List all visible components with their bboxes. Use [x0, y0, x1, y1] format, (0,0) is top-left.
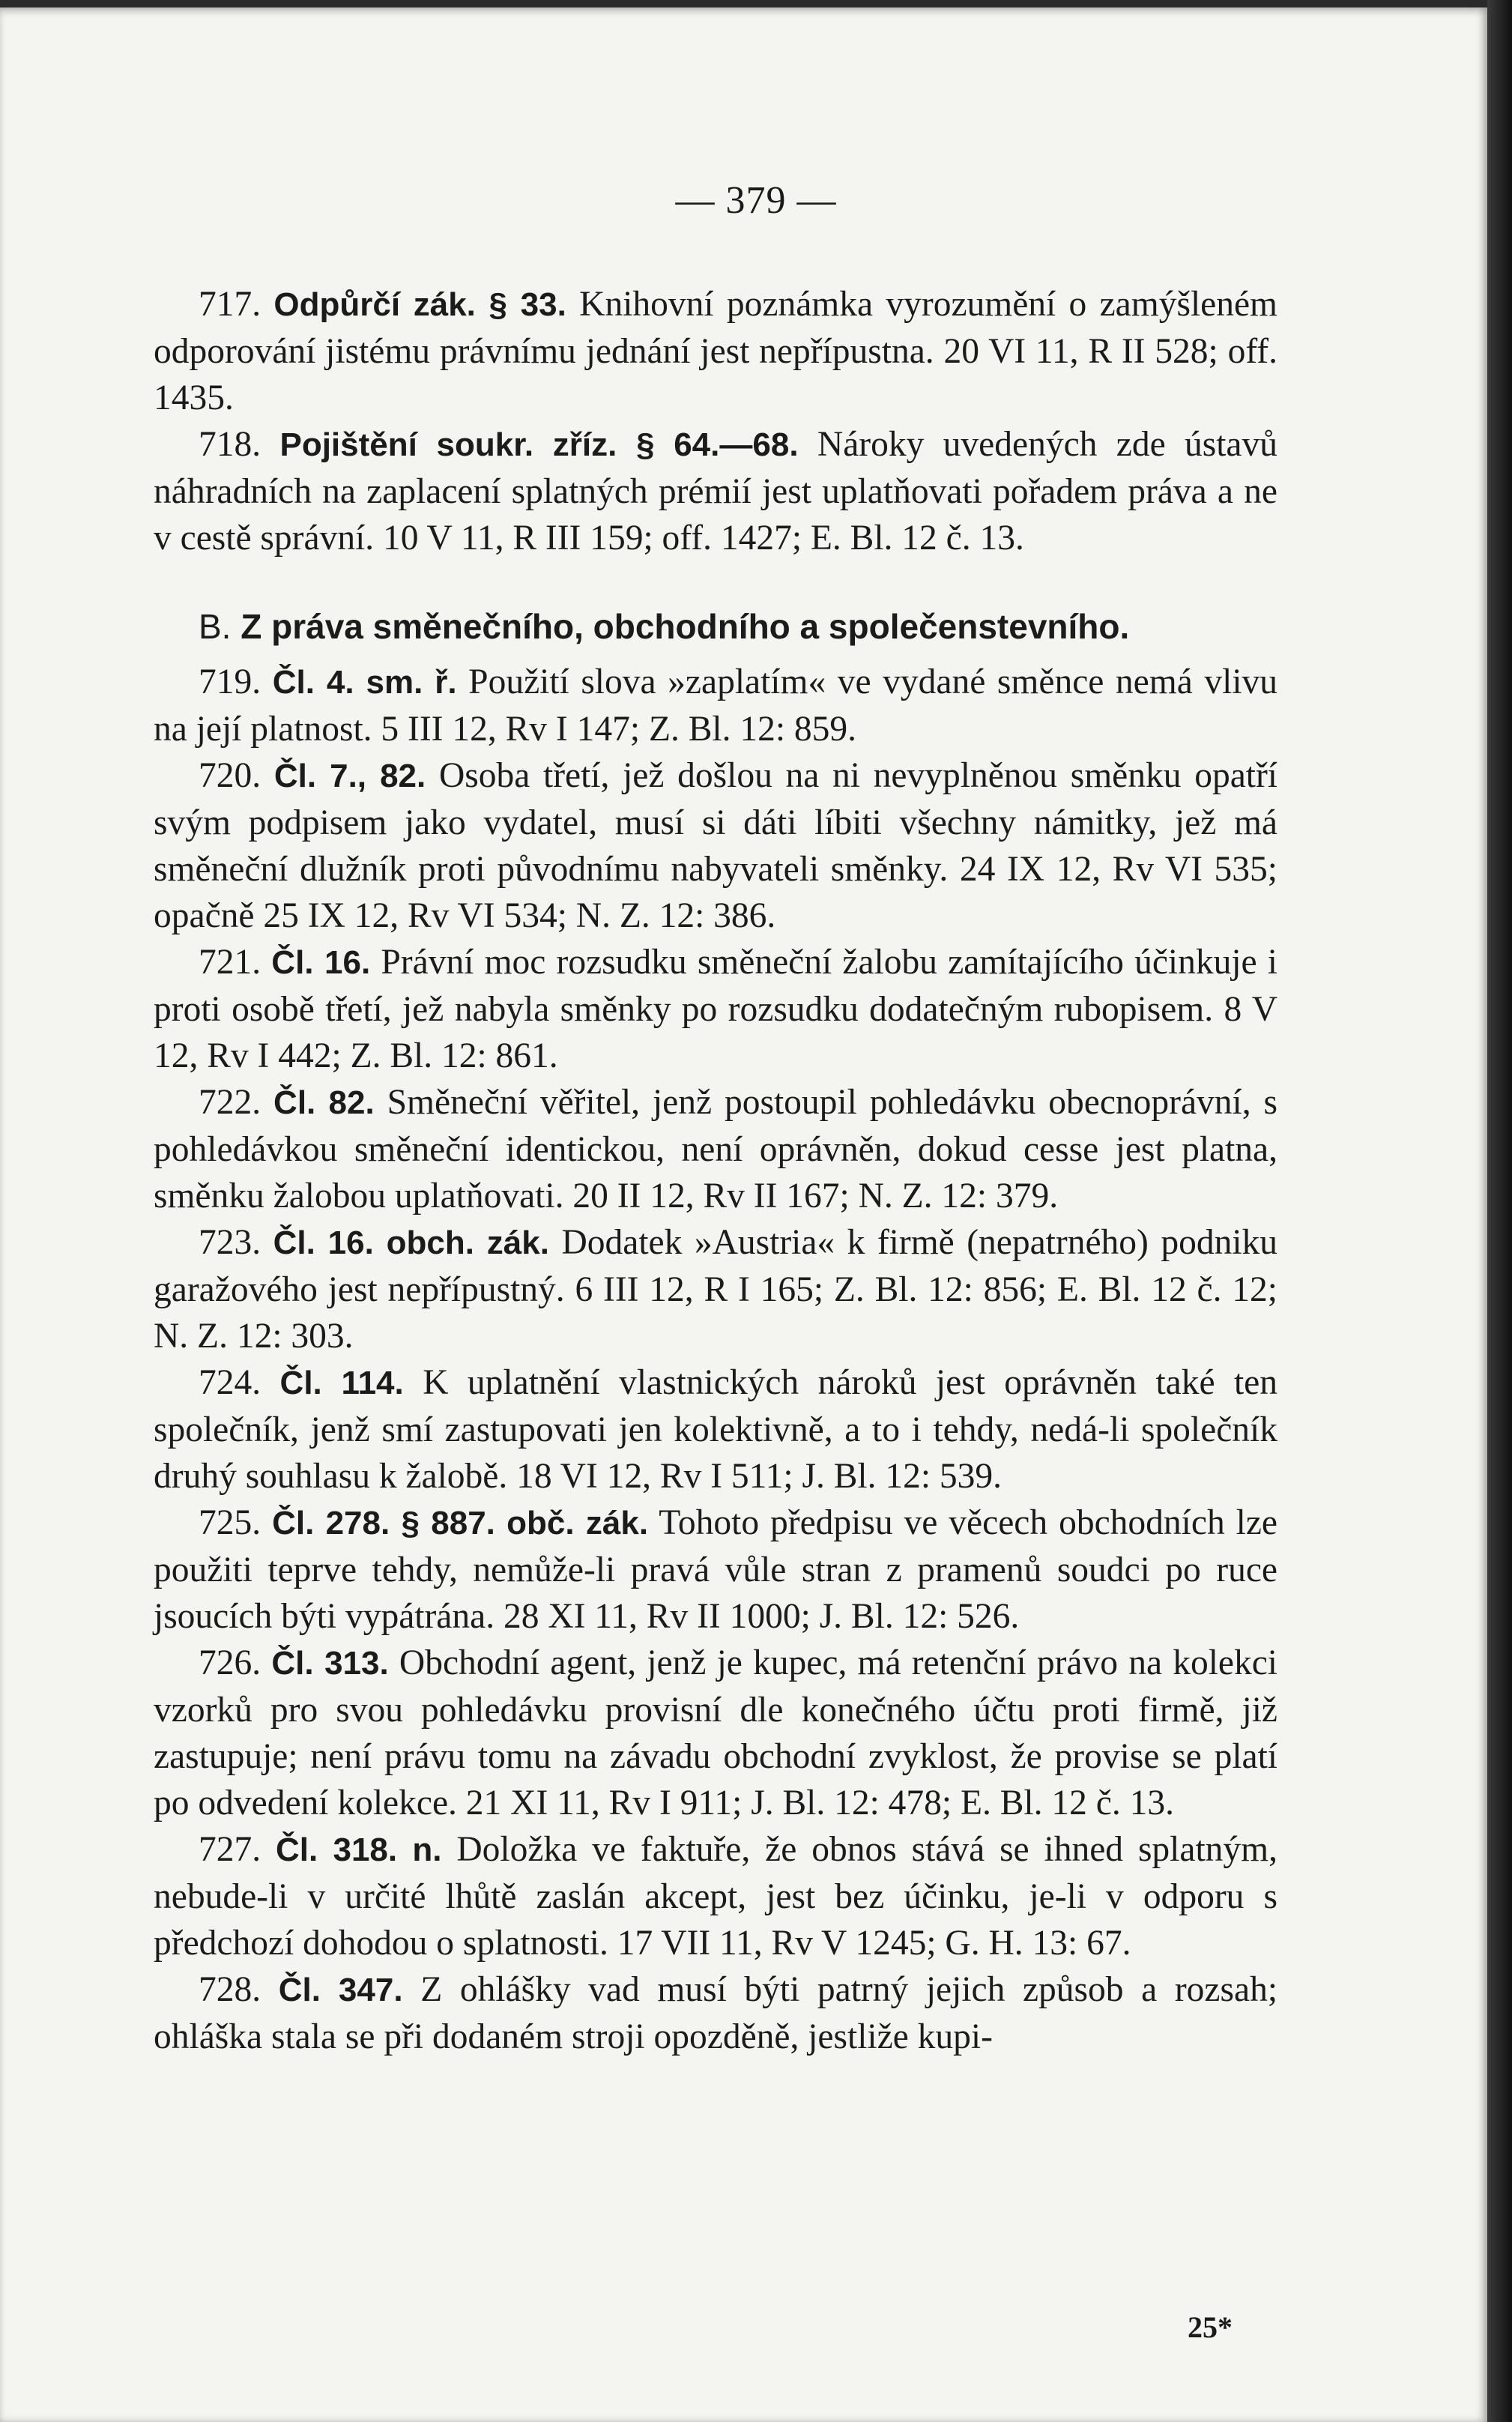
entry-718: [154, 421, 1277, 561]
entry-724: [154, 1359, 1277, 1500]
entry-text: Dodatek »Austria« k firmě (nepatrného) podniku garažového jest nepřípustný. 6 III 12, R I 165; Z. Bl. 12: 856; E. Bl. 12 č. 12; N. Z. 12: 303.: [154, 1223, 1278, 1356]
entry-reference: Čl. 318. n.: [276, 1831, 442, 1868]
entry-number: 718.: [199, 425, 261, 464]
entry-725: [154, 1500, 1277, 1640]
entry-number: 719.: [199, 662, 261, 701]
entry-727: [154, 1826, 1277, 1966]
entry-text: Směneční věřitel, jenž postoupil pohledávku obecnoprávní, s pohledávkou směneční identickou, není oprávněn, dokud cesse jest platna, směnku žalobou uplatňovati. 20 II 12, Rv II 167; N. Z. 12: 379.: [154, 1083, 1278, 1215]
entry-reference: Odpůrčí zák. § 33.: [273, 286, 566, 323]
entry-reference: Čl. 82.: [273, 1084, 375, 1121]
entry-721: [154, 939, 1277, 1079]
entry-number: 726.: [199, 1643, 261, 1682]
entry-text: Použití slova »zaplatím« ve vydané směnce nemá vlivu na její platnost. 5 III 12, Rv I 147; Z. Bl. 12: 859.: [154, 662, 1278, 749]
entry-text: Doložka ve faktuře, že obnos stává se ihned splatným, nebude-li v určité lhůtě zaslán akcept, jest bez účinku, je-li v odporu s předchozí dohodou o splatnosti. 17 VII 11, Rv V 1245; G. H. 13: 67.: [154, 1830, 1277, 1963]
entry-number: 725.: [199, 1503, 261, 1542]
entry-reference: Čl. 114.: [279, 1365, 404, 1401]
entry-reference: Čl. 278. § 887. obč. zák.: [272, 1505, 649, 1541]
entry-reference: Čl. 16.: [271, 944, 371, 981]
section-heading: [154, 603, 1277, 650]
section-title: Z práva směnečního, obchodního a společenstevního.: [241, 607, 1130, 646]
page-body: [154, 180, 1277, 2060]
scan-edge-shadow: [1487, 0, 1512, 2422]
entry-reference: Čl. 347.: [278, 1972, 403, 2008]
entry-number: 721.: [199, 943, 261, 982]
entry-number: 728.: [199, 1970, 261, 2009]
entry-717: [154, 281, 1277, 421]
entry-text: Osoba třetí, jež došlou na ni nevyplněnou směnku opatří svým podpisem jako vydatel, musí si dáti líbiti všechny námitky, jež má směneční dlužník proti původnímu nabyvateli směnky. 24 IX 12, Rv VI 535; opačně 25 IX 12, Rv VI 534; N. Z. 12: 386.: [154, 756, 1278, 935]
entry-720: [154, 752, 1277, 939]
entry-reference: Čl. 4. sm. ř.: [272, 664, 457, 701]
entry-728: [154, 1966, 1277, 2060]
signature-mark: 25*: [1188, 2310, 1233, 2344]
entry-text: Nároky uvedených zde ústavů náhradních na zaplacení splatných prémií jest uplatňovati pořadem práva a ne v cestě správní. 10 V 11, R III 159; off. 1427; E. Bl. 12 č. 13.: [154, 425, 1278, 558]
top-spacer: [154, 180, 1277, 281]
entry-reference: Čl. 16. obch. zák.: [273, 1224, 549, 1261]
entry-reference: Čl. 7., 82.: [273, 758, 426, 794]
section-letter: B.: [199, 607, 232, 646]
entry-number: 717.: [199, 285, 261, 324]
entry-text: K uplatnění vlastnických nároků jest oprávněn také ten společník, jenž smí zastupovati jen kolektivně, a to i tehdy, nedá-li společník druhý souhlasu k žalobě. 18 VI 12, Rv I 511; J. Bl. 12: 539.: [154, 1363, 1278, 1496]
entry-number: 722.: [199, 1083, 261, 1122]
entry-text: Z ohlášky vad musí býti patrný jejich způsob a rozsah; ohláška stala se při dodaném stroji opozděně, jestliže kupi-: [154, 1970, 1278, 2056]
entry-number: 720.: [199, 756, 261, 795]
entry-text: Tohoto předpisu ve věcech obchodních lze použiti teprve tehdy, nemůže-li pravá vůle stran z pramenů soudci po ruce jsoucích býti vypátrána. 28 XI 11, Rv II 1000; J. Bl. 12: 526.: [154, 1503, 1277, 1636]
entry-reference: Čl. 313.: [271, 1645, 389, 1682]
entry-722: [154, 1079, 1277, 1219]
entry-726: [154, 1640, 1277, 1826]
entry-reference: Pojištění soukr. zříz. § 64.—68.: [279, 426, 799, 463]
entry-text: Právní moc rozsudku směneční žalobu zamítajícího účinkuje i proti osobě třetí, jež nabyla směnky po rozsudku dodatečným rubopisem. 8 V 12, Rv I 442; Z. Bl. 12: 861.: [154, 943, 1278, 1075]
entry-number: 724.: [199, 1363, 261, 1402]
page-number: — 379 —: [675, 179, 837, 222]
entry-number: 723.: [199, 1223, 261, 1262]
entry-text: Knihovní poznámka vyrozumění o zamýšleném odporování jistému právnímu jednání jest nepřípustna. 20 VI 11, R II 528; off. 1435.: [154, 285, 1277, 417]
entry-text: Obchodní agent, jenž je kupec, má retenční právo na kolekci vzorků pro svou pohledávku provisní dle konečného účtu proti firmě, již zastupuje; není právu tomu na závadu obchodní zvyklost, že provise se platí po odvedení kolekce. 21 XI 11, Rv I 911; J. Bl. 12: 478; E. Bl. 12 č. 13.: [154, 1643, 1278, 1822]
entry-number: 727.: [199, 1830, 261, 1869]
entry-719: [154, 659, 1277, 752]
entry-723: [154, 1219, 1277, 1359]
